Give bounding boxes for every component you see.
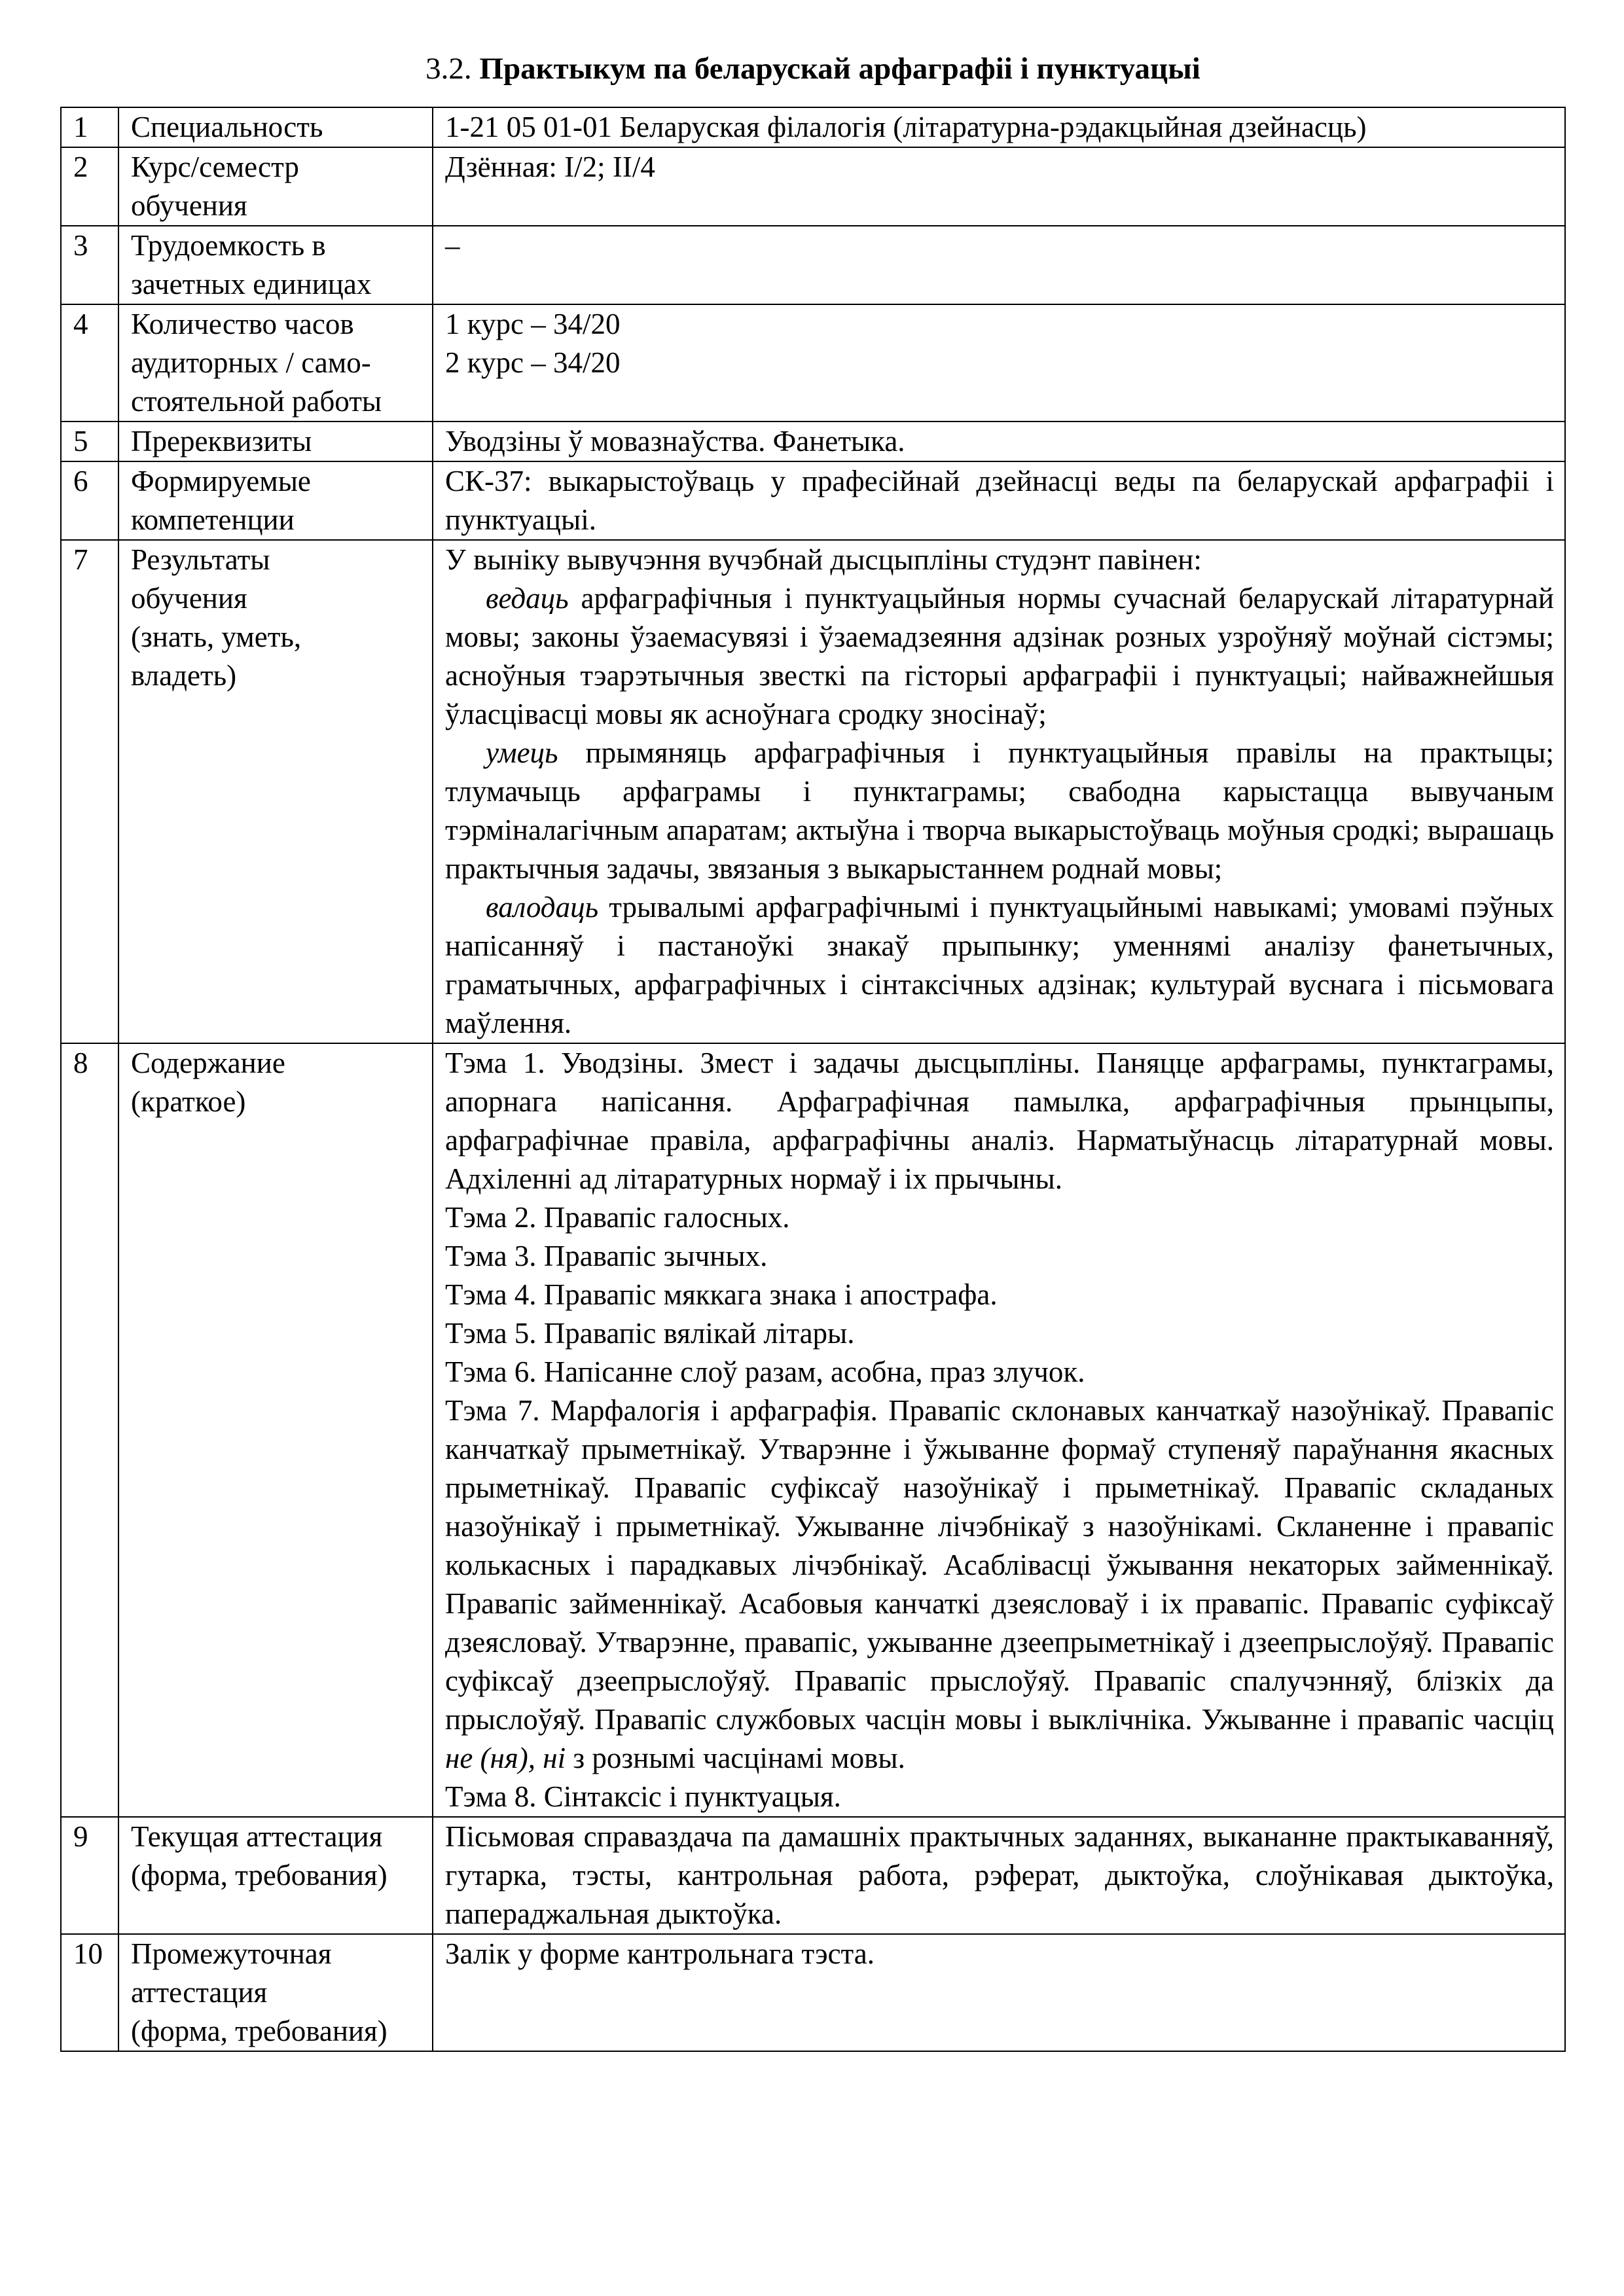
- result-term: ведаць: [486, 582, 569, 615]
- section-number: 3.2.: [425, 52, 480, 86]
- row-number: 5: [61, 422, 118, 461]
- row-label: Содержание (краткое): [118, 1043, 433, 1817]
- row-number: 3: [61, 226, 118, 304]
- topic-item: Тэма 3. Правапіс зычных.: [445, 1240, 768, 1272]
- table-row: [61, 147, 1565, 226]
- topic-item: Тэма 8. Сінтаксіс і пунктуацыя.: [445, 1780, 841, 1813]
- table-row: [61, 304, 1565, 422]
- row-value: СК-37: выкарыстоўваць у прафесійнай дзейнасці веды па беларускай арфаграфіі і пунктуацыі.: [433, 461, 1565, 540]
- row-label: Количество часов аудиторных / само- стоятельной работы: [118, 304, 433, 422]
- results-intro: У выніку вывучэння вучэбнай дысцыпліны студэнт павінен:: [445, 543, 1202, 576]
- table-row: [61, 1817, 1565, 1934]
- row-number: 7: [61, 540, 118, 1043]
- topic-item: Тэма 1. Уводзіны. Змест і задачы дысцыпліны. Паняцце арфаграмы, пунктаграмы, апорнага напісання. Арфаграфічная памылка, арфаграфічныя прынцыпы, арфаграфічнае правіла, арфаграфічны аналіз. Нарматыўнасць літаратурнай мовы. Адхіленні ад літаратурных нормаў і іх прычыны.: [445, 1047, 1554, 1195]
- result-item: ведаць арфаграфічныя і пунктуацыйныя нормы сучаснай беларускай літаратурнай мовы; законы ўзаемасувязі і ўзаемадзеяння адзінак розных узроўняў моўнай сістэмы; асноўныя тэарэтычныя звесткі па гісторыі арфаграфіі і пунктуацыі; найважнейшыя ўласцівасці мовы як асноўнага сродку зносінаў;: [445, 582, 1554, 730]
- row-number: 9: [61, 1817, 118, 1934]
- row-value: Залік у форме кантрольнага тэста.: [433, 1934, 1565, 2051]
- result-term: валодаць: [486, 891, 599, 924]
- row-value: [433, 1043, 1565, 1817]
- row-label: Формируемые компетенции: [118, 461, 433, 540]
- row-label: Текущая аттестация (форма, требования): [118, 1817, 433, 1934]
- topic-item: Тэма 5. Правапіс вялікай літары.: [445, 1317, 855, 1350]
- table-row: [61, 107, 1565, 147]
- section-title: [60, 49, 1566, 88]
- topic-item: Тэма 7. Марфалогія і арфаграфія. Правапіс склонавых канчаткаў назоўнікаў. Правапіс канчаткаў прыметнікаў. Утварэнне і ўжыванне формаў ступеняў параўнання якасных прыметнікаў. Правапіс суфіксаў назоўнікаў і прыметнікаў. Правапіс складаных назоўнікаў і прыметнікаў. Ужыванне лічэбнікаў з назоўнікамі. Скланенне і правапіс колькасных і парадкавых лічэбнікаў. Асаблівасці ўжывання некаторых займеннікаў. Правапіс займеннікаў. Асабовыя канчаткі дзеясловаў і іх правапіс. Правапіс суфіксаў дзеясловаў. Утварэнне, правапіс, ужыванне дзеепрыметнікаў і дзеепрыслоўяў. Правапіс суфіксаў дзеепрыслоўяў. Правапіс прыслоўяў. Правапіс спалучэнняў, блізкіх да прыслоўяў. Правапіс службовых часцін мовы і выклічніка. Ужыванне і правапіс часціц не (ня), ні з рознымі часцінамі мовы.: [445, 1394, 1554, 1774]
- row-number: 2: [61, 147, 118, 226]
- row-label: Специальность: [118, 107, 433, 147]
- topic-item: Тэма 4. Правапіс мяккага знака і апострафа.: [445, 1278, 998, 1311]
- table-row: [61, 422, 1565, 461]
- row-value: Уводзіны ў мовазнаўства. Фанетыка.: [433, 422, 1565, 461]
- row-value: 1-21 05 01-01 Беларуская філалогія (літаратурна-рэдакцыйная дзейнасць): [433, 107, 1565, 147]
- discipline-table: [60, 107, 1566, 2052]
- row-number: 1: [61, 107, 118, 147]
- table-row: [61, 226, 1565, 304]
- row-value: –: [433, 226, 1565, 304]
- topic-item: Тэма 6. Напісанне слоў разам, асобна, праз злучок.: [445, 1355, 1085, 1388]
- result-item: валодаць трывалымі арфаграфічнымі і пунктуацыйнымі навыкамі; умовамі пэўных напісанняў і пастаноўкі знакаў прыпынку; уменнямі аналізу фанетычных, граматычных, арфаграфічных і сінтаксічных адзінак; культурай вуснага і пісьмовага маўлення.: [445, 891, 1554, 1039]
- row-label: Трудоемкость в зачетных единицах: [118, 226, 433, 304]
- topic-item: Тэма 2. Правапіс галосных.: [445, 1201, 790, 1234]
- row-label: Курс/семестр обучения: [118, 147, 433, 226]
- row-label: Результаты обучения (знать, уметь, владеть): [118, 540, 433, 1043]
- table-row: [61, 1043, 1565, 1817]
- section-heading: Практыкум па беларускай арфаграфіі і пунктуацыі: [479, 52, 1200, 86]
- table-row: [61, 461, 1565, 540]
- row-value: Дзённая: I/2; II/4: [433, 147, 1565, 226]
- row-number: 6: [61, 461, 118, 540]
- row-value: Пісьмовая справаздача па дамашніх практычных заданнях, выкананне практыкаванняў, гутарка, тэсты, кантрольная работа, рэферат, дыктоўка, слоўнікавая дыктоўка, папераджальная дыктоўка.: [433, 1817, 1565, 1934]
- result-item: умець прымяняць арфаграфічныя і пунктуацыйныя правілы на практыцы; тлумачыць арфаграмы і пунктаграмы; свабодна карыстацца вывучаным тэрміналагічным апаратам; актыўна і творча выкарыстоўваць моўныя сродкі; вырашаць практычныя задачы, звязаныя з выкарыстаннем роднай мовы;: [445, 736, 1554, 885]
- row-label: Промежуточная аттестация (форма, требования): [118, 1934, 433, 2051]
- row-number: 8: [61, 1043, 118, 1817]
- row-value: [433, 540, 1565, 1043]
- result-term: умець: [486, 736, 558, 769]
- row-number: 4: [61, 304, 118, 422]
- table-row: [61, 1934, 1565, 2051]
- table-row: [61, 540, 1565, 1043]
- row-number: 10: [61, 1934, 118, 2051]
- row-label: Пререквизиты: [118, 422, 433, 461]
- row-value: 1 курс – 34/20 2 курс – 34/20: [433, 304, 1565, 422]
